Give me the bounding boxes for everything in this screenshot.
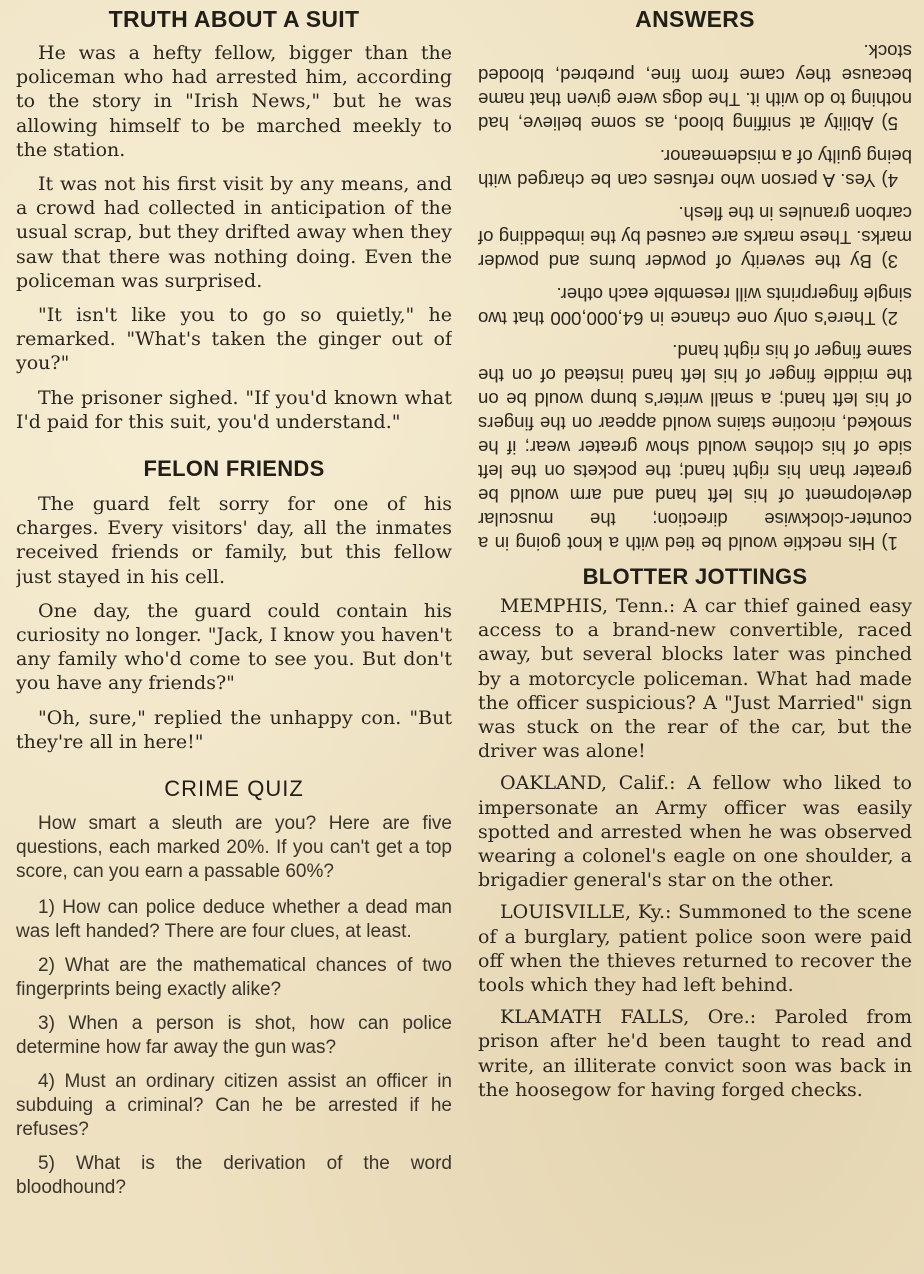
left-column bbox=[16, 0, 452, 1274]
section-title: ANSWERS bbox=[635, 6, 755, 32]
blotter-entry: OAKLAND, Calif.: A fellow who liked to impersonate an Army officer was easily spotted and arrested when he was observed wearing a colonel's eagle on one shoulder, a brigadier general's star on the other. bbox=[478, 772, 912, 892]
paragraph: It was not his first visit by any means, and a crowd had collected in anticipation of the usual scrap, but they drifted away when they saw that there was nothing doing. Even the policeman was surprised. bbox=[16, 173, 452, 292]
answer: 4) Yes. A person who refuses can be charged with being guilty of a misdemeanor. bbox=[478, 146, 912, 191]
quiz-question: 3) When a person is shot, how can police determine how far away the gun was? bbox=[16, 1013, 452, 1059]
paragraph: The guard felt sorry for one of his charges. Every visitors' day, all the inmates received friends or family, but this fellow just stayed in his cell. bbox=[16, 493, 452, 588]
answer: 1) His necktie would be tied with a knot going in a counter-clockwise direction; the muscular development of his left hand and arm would be greater than his right hand; the pockets on the left side of his clothes would show greater wear; if he smoked, nicotine stains would appear on the fingers of his left hand; a small writer's bump would be on the middle finger of his left hand instead of on the same finger of his right hand. bbox=[478, 341, 912, 554]
paragraph: One day, the guard could contain his curiosity no longer. "Jack, I know you haven't any family who'd come to see you. But don't you have any friends?" bbox=[16, 599, 452, 695]
answer: 2) There's only one chance in 64,000,000 that two single fingerprints will resemble each other. bbox=[478, 284, 912, 329]
answers-section bbox=[478, 0, 912, 555]
quiz-question: 1) How can police deduce whether a dead man was left handed? There are four clues, at least. bbox=[16, 897, 452, 943]
answer: 5) Ability at sniffing blood, as some believe, had nothing to do with it. The dogs were given that name because they came from fine, purebred, blooded stock. bbox=[478, 41, 912, 134]
right-column bbox=[478, 0, 912, 1274]
truth-about-a-suit-article bbox=[16, 0, 452, 434]
quiz-question: 4) Must an ordinary citizen assist an officer in subduing a criminal? Can he be arrested if he refuses? bbox=[16, 1071, 452, 1141]
quiz-question: 5) What is the derivation of the word bloodhound? bbox=[16, 1153, 452, 1199]
article-title: TRUTH ABOUT A SUIT bbox=[108, 6, 360, 32]
quiz-intro: How smart a sleuth are you? Here are five questions, each marked 20%. If you can't get a top score, can you earn a passable 60%? bbox=[16, 813, 452, 883]
quiz-question: 2) What are the mathematical chances of two fingerprints being exactly alike? bbox=[16, 955, 452, 1001]
blotter-entry: LOUISVILLE, Ky.: Summoned to the scene of a burglary, patient police soon were paid off when the thieves returned to recover the tools which they had left behind. bbox=[478, 901, 912, 997]
blotter-jottings-article bbox=[478, 564, 912, 1102]
paragraph: He was a hefty fellow, bigger than the policeman who had arrested him, according to the story in "Irish News," but he was allowing himself to be marched meekly to the station. bbox=[16, 42, 452, 161]
article-title: CRIME QUIZ bbox=[164, 776, 304, 802]
paragraph: "It isn't like you to go so quietly," he remarked. "What's taken the ginger out of you?" bbox=[16, 304, 452, 375]
crime-quiz-article bbox=[16, 776, 452, 1200]
article-title: FELON FRIENDS bbox=[143, 456, 325, 482]
blotter-entry: MEMPHIS, Tenn.: A car thief gained easy access to a brand-new convertible, raced away, but several blocks later was pinched by a motorcycle policeman. What had made the officer suspicious? A "Just Married" sign was stuck on the rear of the car, but the driver was alone! bbox=[478, 595, 912, 763]
paragraph: "Oh, sure," replied the unhappy con. "But they're all in here!" bbox=[16, 706, 452, 753]
article-title: BLOTTER JOTTINGS bbox=[582, 564, 808, 589]
answer: 3) By the severity of powder burns and powder marks. These marks are caused by the imbedding of carbon granules in the flesh. bbox=[478, 203, 912, 272]
blotter-entry: KLAMATH FALLS, Ore.: Paroled from prison after he'd been taught to read and write, an illiterate convict soon was back in the hoosegow for having forged checks. bbox=[478, 1006, 912, 1101]
paragraph: The prisoner sighed. "If you'd known what I'd paid for this suit, you'd understand." bbox=[16, 386, 452, 433]
upside-down-answers bbox=[478, 39, 912, 555]
felon-friends-article bbox=[16, 456, 452, 754]
